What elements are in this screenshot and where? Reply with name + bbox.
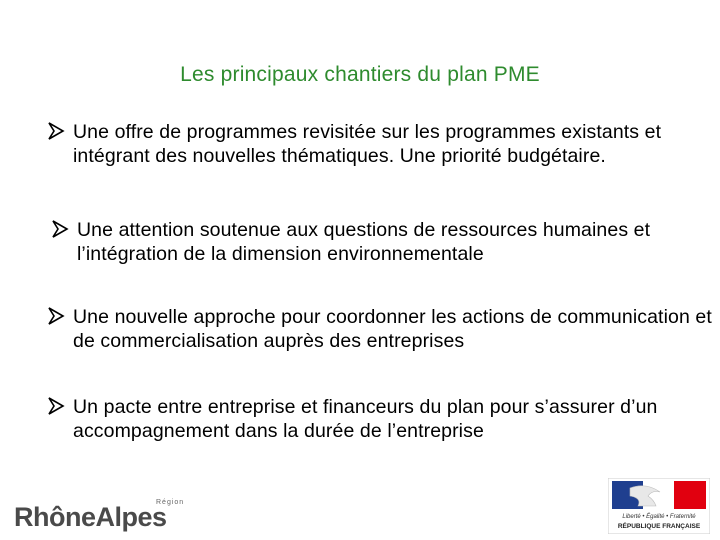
rhone-alpes-region-logo: [12, 492, 187, 534]
region-logo-subtext: Région: [156, 499, 185, 506]
region-logo-text: RhôneAlpes: [14, 502, 167, 532]
arrowhead-bullet-icon: [51, 219, 69, 239]
arrowhead-bullet-icon: [47, 121, 65, 141]
arrowhead-bullet-icon: [47, 306, 65, 326]
bullet-text-2: Une attention soutenue aux questions de ressources humaines et l’intégration de la dimension environnementale: [77, 219, 651, 265]
slide-title: Les principaux chantiers du plan PME: [180, 63, 540, 86]
arrowhead-bullet-icon: [47, 396, 65, 416]
bullet-item-1: [47, 120, 713, 168]
republique-francaise-logo: [608, 478, 710, 534]
bullet-item-4: [47, 395, 713, 443]
bullet-text-1: Une offre de programmes revisitée sur les programmes existants et intégrant des nouvelles thématiques. Une priorité budgétaire.: [73, 121, 662, 167]
bullet-item-3: [47, 305, 713, 353]
republique-name: RÉPUBLIQUE FRANÇAISE: [617, 523, 701, 530]
republique-motto: Liberté • Égalité • Fraternité: [622, 514, 696, 520]
bullet-text-3: Une nouvelle approche pour coordonner les actions de communication et de commercialisation auprès des entreprises: [73, 306, 712, 352]
bullet-text-4: Un pacte entre entreprise et financeurs du plan pour s’assurer d’un accompagnement dans la durée de l’entreprise: [73, 396, 658, 442]
bullet-item-2: [51, 218, 717, 266]
